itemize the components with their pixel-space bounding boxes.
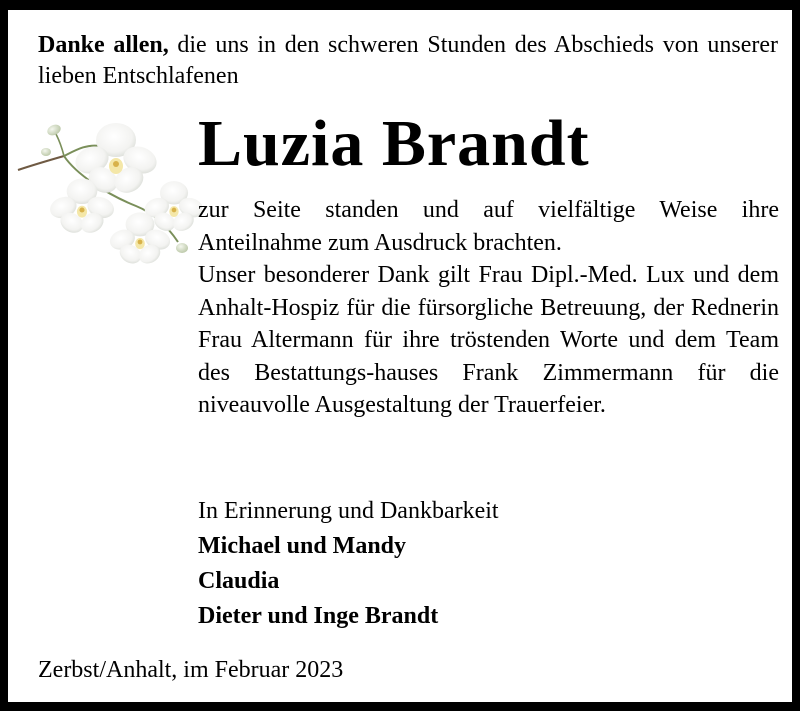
thanks-paragraph-2: Unser besonderer Dank gilt Frau Dipl.-Med. Lux und dem Anhalt-Hospiz für die fürsorgliche Betreuung, der Rednerin Frau Altermann für ihre tröstenden Worte und dem Team des Bestattungs-hauses Frank Zimmermann für die niveauvolle Ausgestaltung der Trauerfeier. — [198, 262, 779, 418]
thanks-body — [198, 194, 779, 422]
intro-rest: die uns in den schweren Stunden des Abschieds von unserer lieben Entschlafenen — [38, 32, 779, 89]
intro-lead: Danke allen, — [38, 32, 169, 58]
thanks-paragraph-1: zur Seite standen und auf vielfältige Weise ihre Anteilnahme zum Ausdruck brachten. — [198, 197, 779, 256]
closing-block — [198, 494, 499, 634]
signer-3: Dieter und Inge Brandt — [198, 603, 439, 629]
signer-2: Claudia — [198, 568, 280, 594]
signer-1: Michael und Mandy — [198, 533, 407, 559]
intro-text — [38, 30, 778, 92]
place-date: Zerbst/Anhalt, im Februar 2023 — [38, 657, 344, 683]
orchid-icon — [16, 114, 202, 284]
deceased-name: Luzia Brandt — [198, 107, 590, 180]
closing-line: In Erinnerung und Dankbarkeit — [198, 498, 499, 524]
